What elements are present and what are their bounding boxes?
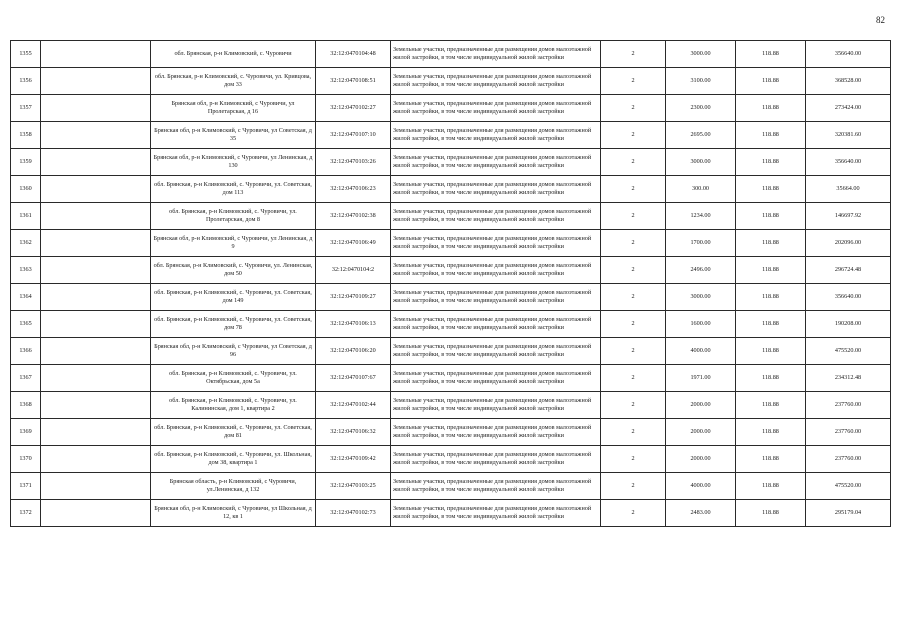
permitted-use-cell: Земельные участки, предназначенные для размещения домов малоэтажной жилой застройки, в том числе индивидуальной жилой застройки bbox=[391, 122, 601, 149]
area-cell: 3000.00 bbox=[666, 41, 736, 68]
group-code-cell: 2 bbox=[601, 446, 666, 473]
empty-cell bbox=[41, 257, 151, 284]
land-plots-table bbox=[10, 40, 891, 527]
address-cell: обл. Брянская, р-н Климовский, с. Чуровичи, ул. Школьная, дом 38, квартира 1 bbox=[151, 446, 316, 473]
cadastral-number-cell: 32:12:0470102:73 bbox=[316, 500, 391, 527]
group-code-cell: 2 bbox=[601, 257, 666, 284]
area-cell: 3100.00 bbox=[666, 68, 736, 95]
area-cell: 2000.00 bbox=[666, 392, 736, 419]
area-cell: 2496.00 bbox=[666, 257, 736, 284]
empty-cell bbox=[41, 392, 151, 419]
group-code-cell: 2 bbox=[601, 230, 666, 257]
group-code-cell: 2 bbox=[601, 473, 666, 500]
table-row bbox=[11, 473, 891, 500]
group-code-cell: 2 bbox=[601, 41, 666, 68]
table-row bbox=[11, 338, 891, 365]
specific-value-cell: 118.88 bbox=[736, 338, 806, 365]
empty-cell bbox=[41, 176, 151, 203]
area-cell: 2000.00 bbox=[666, 419, 736, 446]
specific-value-cell: 118.88 bbox=[736, 392, 806, 419]
area-cell: 1600.00 bbox=[666, 311, 736, 338]
row-number: 1364 bbox=[11, 284, 41, 311]
table-row bbox=[11, 122, 891, 149]
cadastral-number-cell: 32:12:0470109:42 bbox=[316, 446, 391, 473]
area-cell: 3000.00 bbox=[666, 149, 736, 176]
row-number: 1368 bbox=[11, 392, 41, 419]
group-code-cell: 2 bbox=[601, 149, 666, 176]
specific-value-cell: 118.88 bbox=[736, 284, 806, 311]
area-cell: 2483.00 bbox=[666, 500, 736, 527]
row-number: 1359 bbox=[11, 149, 41, 176]
permitted-use-cell: Земельные участки, предназначенные для размещения домов малоэтажной жилой застройки, в том числе индивидуальной жилой застройки bbox=[391, 203, 601, 230]
cadastral-number-cell: 32:12:0470109:27 bbox=[316, 284, 391, 311]
cadastral-value-cell: 368528.00 bbox=[806, 68, 891, 95]
row-number: 1356 bbox=[11, 68, 41, 95]
cadastral-value-cell: 295179.04 bbox=[806, 500, 891, 527]
table-row bbox=[11, 203, 891, 230]
cadastral-value-cell: 320381.60 bbox=[806, 122, 891, 149]
permitted-use-cell: Земельные участки, предназначенные для размещения домов малоэтажной жилой застройки, в том числе индивидуальной жилой застройки bbox=[391, 446, 601, 473]
cadastral-value-cell: 35664.00 bbox=[806, 176, 891, 203]
cadastral-value-cell: 356640.00 bbox=[806, 284, 891, 311]
row-number: 1372 bbox=[11, 500, 41, 527]
address-cell: обл. Брянская, р-н Климовский, с. Чуровичи, ул. Октябрьская, дом 5а bbox=[151, 365, 316, 392]
row-number: 1361 bbox=[11, 203, 41, 230]
permitted-use-cell: Земельные участки, предназначенные для размещения домов малоэтажной жилой застройки, в том числе индивидуальной жилой застройки bbox=[391, 257, 601, 284]
permitted-use-cell: Земельные участки, предназначенные для размещения домов малоэтажной жилой застройки, в том числе индивидуальной жилой застройки bbox=[391, 284, 601, 311]
cadastral-number-cell: 32:12:0470106:32 bbox=[316, 419, 391, 446]
area-cell: 1971.00 bbox=[666, 365, 736, 392]
address-cell: Брянская обл, р-н Климовский, с Чуровичи, ул Советская, д 35 bbox=[151, 122, 316, 149]
cadastral-number-cell: 32:12:0470106:23 bbox=[316, 176, 391, 203]
cadastral-number-cell: 32:12:0470102:27 bbox=[316, 95, 391, 122]
row-number: 1371 bbox=[11, 473, 41, 500]
empty-cell bbox=[41, 122, 151, 149]
cadastral-number-cell: 32:12:0470102:44 bbox=[316, 392, 391, 419]
area-cell: 2695.00 bbox=[666, 122, 736, 149]
specific-value-cell: 118.88 bbox=[736, 95, 806, 122]
address-cell: Брянская область, р-н Климовский, с Чуровичи, ул.Ленинская, д 132 bbox=[151, 473, 316, 500]
empty-cell bbox=[41, 311, 151, 338]
cadastral-number-cell: 32:12:0470106:13 bbox=[316, 311, 391, 338]
address-cell: Брянская обл, р-н Климовский, с Чуровичи, ул Советская, д 96 bbox=[151, 338, 316, 365]
empty-cell bbox=[41, 203, 151, 230]
permitted-use-cell: Земельные участки, предназначенные для размещения домов малоэтажной жилой застройки, в том числе индивидуальной жилой застройки bbox=[391, 473, 601, 500]
table-row bbox=[11, 176, 891, 203]
row-number: 1358 bbox=[11, 122, 41, 149]
cadastral-value-cell: 146697.92 bbox=[806, 203, 891, 230]
address-cell: обл. Брянская, р-н Климовский, с. Чуровичи, ул. Пролетарская, дом 8 bbox=[151, 203, 316, 230]
address-cell: обл. Брянская, р-н Климовский, с. Чуровичи, ул. Советская, дом 149 bbox=[151, 284, 316, 311]
empty-cell bbox=[41, 338, 151, 365]
empty-cell bbox=[41, 95, 151, 122]
empty-cell bbox=[41, 68, 151, 95]
table-row bbox=[11, 311, 891, 338]
permitted-use-cell: Земельные участки, предназначенные для размещения домов малоэтажной жилой застройки, в том числе индивидуальной жилой застройки bbox=[391, 311, 601, 338]
cadastral-value-cell: 237760.00 bbox=[806, 446, 891, 473]
permitted-use-cell: Земельные участки, предназначенные для размещения домов малоэтажной жилой застройки, в том числе индивидуальной жилой застройки bbox=[391, 392, 601, 419]
cadastral-value-cell: 356640.00 bbox=[806, 41, 891, 68]
empty-cell bbox=[41, 230, 151, 257]
address-cell: обл. Брянская, р-н Климовский, с. Чуровичи bbox=[151, 41, 316, 68]
row-number: 1365 bbox=[11, 311, 41, 338]
cadastral-number-cell: 32:12:0470104:2 bbox=[316, 257, 391, 284]
address-cell: Брянская обл, р-н Климовский, с Чуровичи, ул Ленинская, д 9 bbox=[151, 230, 316, 257]
table-row bbox=[11, 149, 891, 176]
table-row bbox=[11, 446, 891, 473]
cadastral-number-cell: 32:12:0470103:25 bbox=[316, 473, 391, 500]
address-cell: обл. Брянская, р-н Климовский, с. Чуровичи, ул. Советская, дом 78 bbox=[151, 311, 316, 338]
specific-value-cell: 118.88 bbox=[736, 500, 806, 527]
table-row bbox=[11, 41, 891, 68]
address-cell: Брянская обл, р-н Климовский, с Чуровичи, ул Школьная, д 12, кв 1 bbox=[151, 500, 316, 527]
cadastral-number-cell: 32:12:0470102:38 bbox=[316, 203, 391, 230]
group-code-cell: 2 bbox=[601, 500, 666, 527]
permitted-use-cell: Земельные участки, предназначенные для размещения домов малоэтажной жилой застройки, в том числе индивидуальной жилой застройки bbox=[391, 365, 601, 392]
area-cell: 4000.00 bbox=[666, 338, 736, 365]
row-number: 1366 bbox=[11, 338, 41, 365]
permitted-use-cell: Земельные участки, предназначенные для размещения домов малоэтажной жилой застройки, в том числе индивидуальной жилой застройки bbox=[391, 419, 601, 446]
cadastral-value-cell: 296724.48 bbox=[806, 257, 891, 284]
specific-value-cell: 118.88 bbox=[736, 257, 806, 284]
address-cell: обл. Брянская, р-н Климовский, с. Чуровичи, ул. Советская, дом 113 bbox=[151, 176, 316, 203]
cadastral-value-cell: 356640.00 bbox=[806, 149, 891, 176]
table-row bbox=[11, 284, 891, 311]
specific-value-cell: 118.88 bbox=[736, 203, 806, 230]
table-row bbox=[11, 419, 891, 446]
cadastral-value-cell: 237760.00 bbox=[806, 419, 891, 446]
area-cell: 2000.00 bbox=[666, 446, 736, 473]
area-cell: 1700.00 bbox=[666, 230, 736, 257]
permitted-use-cell: Земельные участки, предназначенные для размещения домов малоэтажной жилой застройки, в том числе индивидуальной жилой застройки bbox=[391, 230, 601, 257]
group-code-cell: 2 bbox=[601, 338, 666, 365]
cadastral-number-cell: 32:12:0470106:20 bbox=[316, 338, 391, 365]
table-row bbox=[11, 230, 891, 257]
page-number: 82 bbox=[876, 15, 885, 25]
group-code-cell: 2 bbox=[601, 176, 666, 203]
cadastral-value-cell: 234312.48 bbox=[806, 365, 891, 392]
empty-cell bbox=[41, 149, 151, 176]
specific-value-cell: 118.88 bbox=[736, 68, 806, 95]
permitted-use-cell: Земельные участки, предназначенные для размещения домов малоэтажной жилой застройки, в том числе индивидуальной жилой застройки bbox=[391, 41, 601, 68]
permitted-use-cell: Земельные участки, предназначенные для размещения домов малоэтажной жилой застройки, в том числе индивидуальной жилой застройки bbox=[391, 338, 601, 365]
permitted-use-cell: Земельные участки, предназначенные для размещения домов малоэтажной жилой застройки, в том числе индивидуальной жилой застройки bbox=[391, 68, 601, 95]
row-number: 1362 bbox=[11, 230, 41, 257]
empty-cell bbox=[41, 419, 151, 446]
row-number: 1355 bbox=[11, 41, 41, 68]
group-code-cell: 2 bbox=[601, 122, 666, 149]
cadastral-value-cell: 475520.00 bbox=[806, 338, 891, 365]
cadastral-number-cell: 32:12:0470106:49 bbox=[316, 230, 391, 257]
specific-value-cell: 118.88 bbox=[736, 176, 806, 203]
cadastral-value-cell: 273424.00 bbox=[806, 95, 891, 122]
specific-value-cell: 118.88 bbox=[736, 149, 806, 176]
table-row bbox=[11, 392, 891, 419]
address-cell: обл. Брянская, р-н Климовский, с. Чуровичи, ул. Советская, дом 81 bbox=[151, 419, 316, 446]
cadastral-number-cell: 32:12:0470108:51 bbox=[316, 68, 391, 95]
area-cell: 1234.00 bbox=[666, 203, 736, 230]
table-body bbox=[11, 41, 891, 527]
row-number: 1357 bbox=[11, 95, 41, 122]
group-code-cell: 2 bbox=[601, 392, 666, 419]
area-cell: 4000.00 bbox=[666, 473, 736, 500]
cadastral-value-cell: 202096.00 bbox=[806, 230, 891, 257]
group-code-cell: 2 bbox=[601, 95, 666, 122]
row-number: 1360 bbox=[11, 176, 41, 203]
address-cell: обл. Брянская, р-н Климовский, с. Чуровичи, ул. Кривцова, дом 33 bbox=[151, 68, 316, 95]
group-code-cell: 2 bbox=[601, 284, 666, 311]
empty-cell bbox=[41, 473, 151, 500]
address-cell: обл. Брянская, р-н Климовский, с. Чуровичи, ул. Ленинская, дом 50 bbox=[151, 257, 316, 284]
area-cell: 300.00 bbox=[666, 176, 736, 203]
table-row bbox=[11, 365, 891, 392]
row-number: 1369 bbox=[11, 419, 41, 446]
cadastral-number-cell: 32:12:0470103:26 bbox=[316, 149, 391, 176]
group-code-cell: 2 bbox=[601, 311, 666, 338]
empty-cell bbox=[41, 365, 151, 392]
specific-value-cell: 118.88 bbox=[736, 230, 806, 257]
group-code-cell: 2 bbox=[601, 203, 666, 230]
area-cell: 3000.00 bbox=[666, 284, 736, 311]
cadastral-value-cell: 237760.00 bbox=[806, 392, 891, 419]
permitted-use-cell: Земельные участки, предназначенные для размещения домов малоэтажной жилой застройки, в том числе индивидуальной жилой застройки bbox=[391, 500, 601, 527]
specific-value-cell: 118.88 bbox=[736, 473, 806, 500]
permitted-use-cell: Земельные участки, предназначенные для размещения домов малоэтажной жилой застройки, в том числе индивидуальной жилой застройки bbox=[391, 176, 601, 203]
address-cell: обл. Брянская, р-н Климовский, с. Чуровичи, ул. Калининская, дом 1, квартира 2 bbox=[151, 392, 316, 419]
row-number: 1363 bbox=[11, 257, 41, 284]
empty-cell bbox=[41, 41, 151, 68]
table-row bbox=[11, 500, 891, 527]
address-cell: Брянская обл, р-н Климовский, с Чуровичи, ул Ленинская, д 130 bbox=[151, 149, 316, 176]
cadastral-value-cell: 190208.00 bbox=[806, 311, 891, 338]
cadastral-value-cell: 475520.00 bbox=[806, 473, 891, 500]
table-row bbox=[11, 257, 891, 284]
area-cell: 2300.00 bbox=[666, 95, 736, 122]
specific-value-cell: 118.88 bbox=[736, 365, 806, 392]
cadastral-number-cell: 32:12:0470107:10 bbox=[316, 122, 391, 149]
specific-value-cell: 118.88 bbox=[736, 41, 806, 68]
empty-cell bbox=[41, 284, 151, 311]
table-row bbox=[11, 95, 891, 122]
row-number: 1367 bbox=[11, 365, 41, 392]
specific-value-cell: 118.88 bbox=[736, 122, 806, 149]
cadastral-number-cell: 32:12:0470104:48 bbox=[316, 41, 391, 68]
row-number: 1370 bbox=[11, 446, 41, 473]
empty-cell bbox=[41, 500, 151, 527]
specific-value-cell: 118.88 bbox=[736, 311, 806, 338]
group-code-cell: 2 bbox=[601, 365, 666, 392]
cadastral-number-cell: 32:12:0470107:67 bbox=[316, 365, 391, 392]
group-code-cell: 2 bbox=[601, 419, 666, 446]
specific-value-cell: 118.88 bbox=[736, 419, 806, 446]
address-cell: Брянская обл, р-н Климовский, с Чуровичи, ул Пролетарская, д 16 bbox=[151, 95, 316, 122]
empty-cell bbox=[41, 446, 151, 473]
group-code-cell: 2 bbox=[601, 68, 666, 95]
specific-value-cell: 118.88 bbox=[736, 446, 806, 473]
table-row bbox=[11, 68, 891, 95]
permitted-use-cell: Земельные участки, предназначенные для размещения домов малоэтажной жилой застройки, в том числе индивидуальной жилой застройки bbox=[391, 95, 601, 122]
permitted-use-cell: Земельные участки, предназначенные для размещения домов малоэтажной жилой застройки, в том числе индивидуальной жилой застройки bbox=[391, 149, 601, 176]
